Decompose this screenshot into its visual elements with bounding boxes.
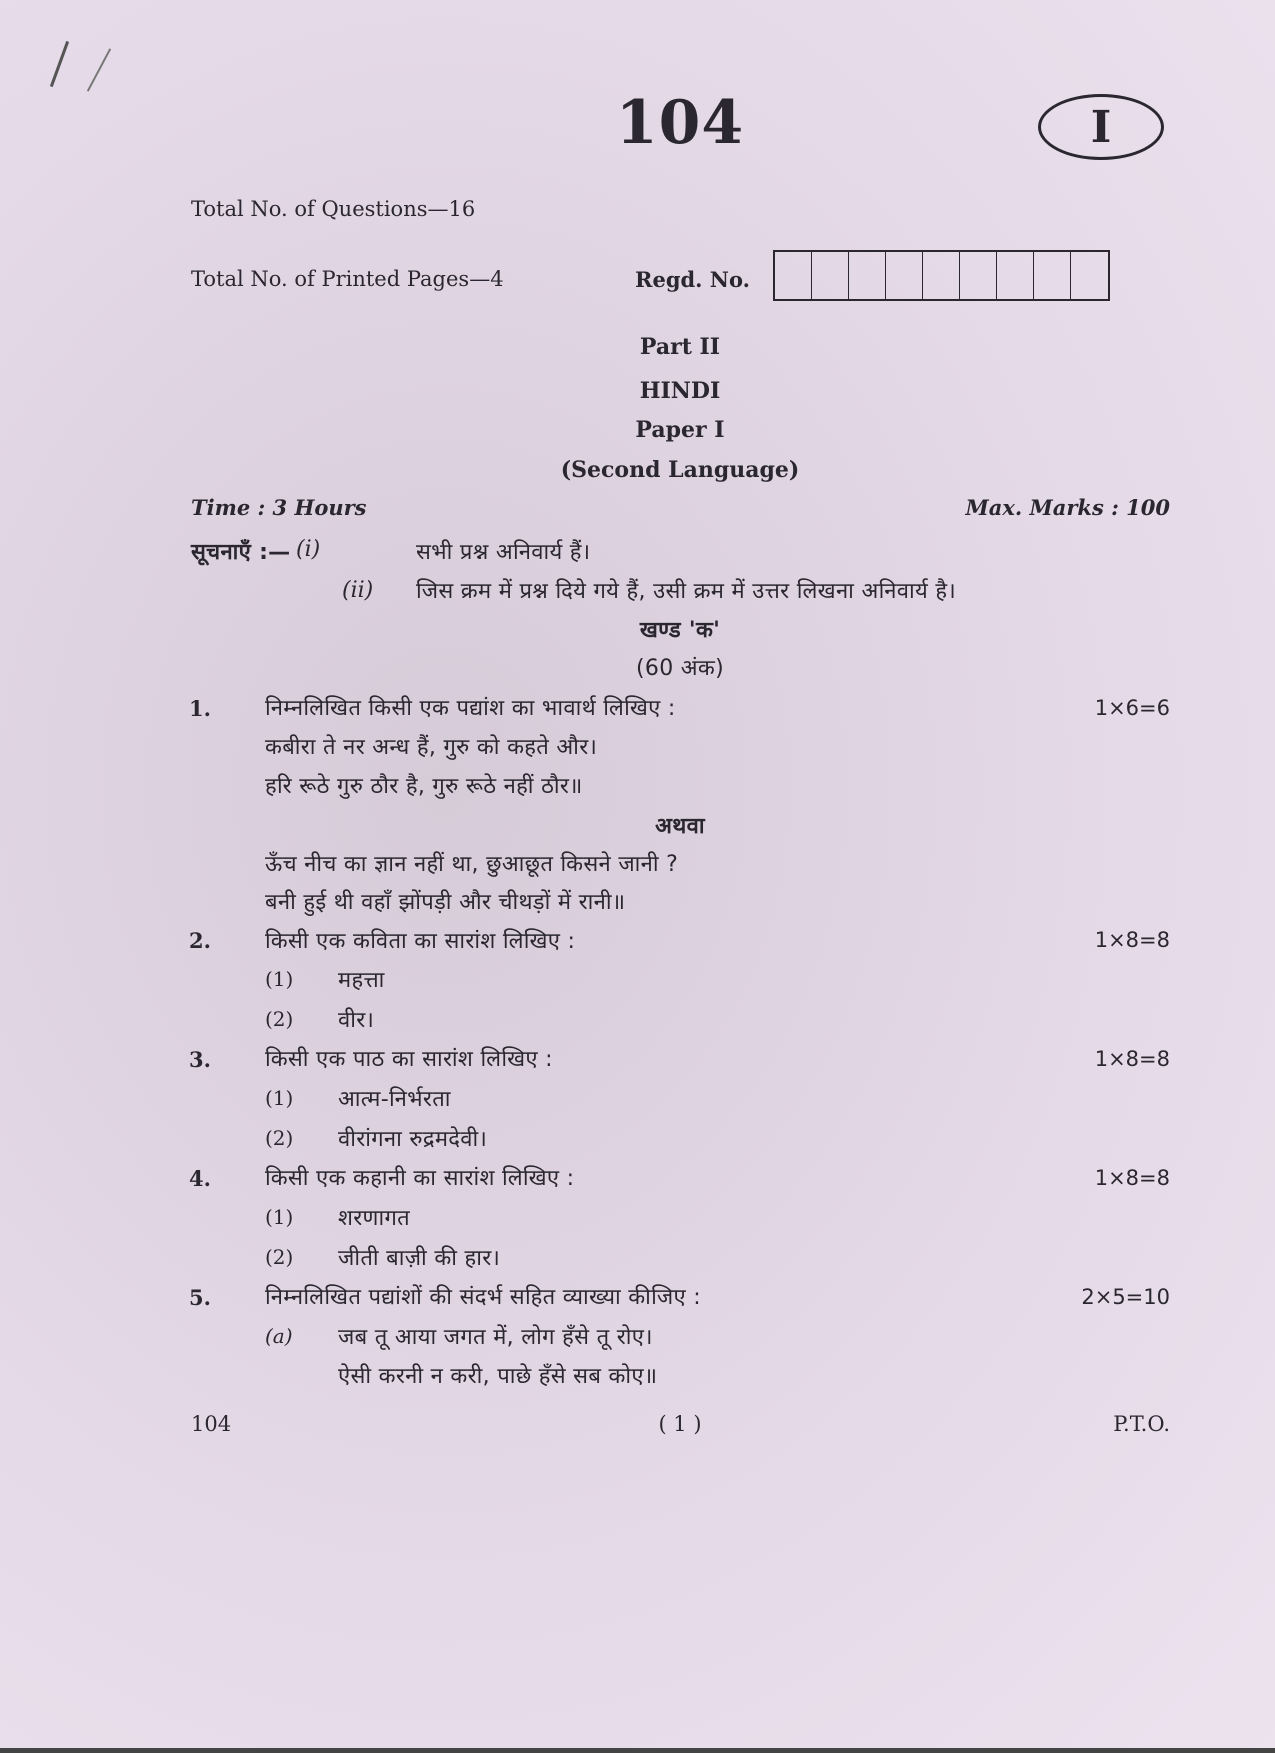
question-number: 3. <box>189 1047 211 1072</box>
time-allowed: Time : 3 Hours <box>191 495 367 520</box>
option-text: आत्म-निर्भरता <box>338 1087 451 1112</box>
regd-digit-box[interactable] <box>1034 252 1071 299</box>
instruction-number: (ii) <box>342 578 374 603</box>
verse-line: ऐसी करनी न करी, पाछे हँसे सब कोए॥ <box>338 1364 658 1389</box>
page-number: ( 1 ) <box>658 1412 702 1436</box>
regd-no-boxes[interactable] <box>773 250 1110 301</box>
paper-code: 104 <box>615 88 745 158</box>
regd-digit-box[interactable] <box>775 252 812 299</box>
verse-line: जब तू आया जगत में, लोग हँसे तू रोए। <box>338 1325 653 1350</box>
option-number: (1) <box>265 1086 294 1110</box>
total-pages: Total No. of Printed Pages—4 <box>191 267 504 291</box>
regd-digit-box[interactable] <box>812 252 849 299</box>
question-text: किसी एक कहानी का सारांश लिखिए : <box>265 1166 575 1191</box>
regd-digit-box[interactable] <box>923 252 960 299</box>
regd-digit-box[interactable] <box>849 252 886 299</box>
option-number: (1) <box>265 1205 294 1229</box>
instructions-heading: सूचनाएँ :— <box>191 540 291 565</box>
question-text: निम्नलिखित पद्यांशों की संदर्भ सहित व्याख्या कीजिए : <box>265 1285 701 1310</box>
or-label: अथवा <box>655 814 705 839</box>
option-text: शरणागत <box>338 1206 410 1231</box>
option-number: (2) <box>265 1007 294 1031</box>
question-marks: 1×6=6 <box>1094 696 1170 720</box>
regd-digit-box[interactable] <box>960 252 997 299</box>
regd-no-label: Regd. No. <box>635 267 750 292</box>
question-number: 1. <box>189 696 211 721</box>
section-marks: (60 अंक) <box>636 656 724 681</box>
question-marks: 1×8=8 <box>1094 1166 1170 1190</box>
pto-label: P.T.O. <box>1113 1412 1170 1436</box>
regd-digit-box[interactable] <box>1071 252 1108 299</box>
instruction-text: सभी प्रश्न अनिवार्य हैं। <box>416 540 591 565</box>
option-text: महत्ता <box>338 968 385 993</box>
question-text: किसी एक पाठ का सारांश लिखिए : <box>265 1047 553 1072</box>
question-number: 4. <box>189 1166 211 1191</box>
footer-code: 104 <box>191 1412 232 1436</box>
option-number: (2) <box>265 1126 294 1150</box>
option-number: (1) <box>265 967 294 991</box>
scan-edge <box>0 1748 1275 1753</box>
option-text: वीर। <box>338 1008 375 1033</box>
language-title: (Second Language) <box>560 457 800 483</box>
question-marks: 1×8=8 <box>1094 1047 1170 1071</box>
option-text: वीरांगना रुद्रमदेवी। <box>338 1127 488 1152</box>
instruction-number: (i) <box>296 537 321 562</box>
max-marks: Max. Marks : 100 <box>965 495 1170 520</box>
paper-title: Paper I <box>635 417 725 443</box>
question-text: निम्नलिखित किसी एक पद्यांश का भावार्थ लिखिए : <box>265 696 676 721</box>
part-title: Part II <box>639 334 721 360</box>
regd-digit-box[interactable] <box>997 252 1034 299</box>
verse-line: ऊँच नीच का ज्ञान नहीं था, छुआछूत किसने जानी ? <box>265 852 679 877</box>
verse-line: कबीरा ते नर अन्ध हैं, गुरु को कहते और। <box>265 735 598 760</box>
verse-line: हरि रूठे गुरु ठौर है, गुरु रूठे नहीं ठौर॥ <box>265 774 583 799</box>
option-text: जीती बाज़ी की हार। <box>338 1246 501 1271</box>
question-number: 2. <box>189 928 211 953</box>
instruction-text: जिस क्रम में प्रश्न दिये गये हैं, उसी क्रम में उत्तर लिखना अनिवार्य है। <box>416 579 956 604</box>
question-number: 5. <box>189 1285 211 1310</box>
sub-question-label: (a) <box>265 1324 293 1348</box>
option-number: (2) <box>265 1245 294 1269</box>
series-badge <box>1038 94 1164 160</box>
question-marks: 2×5=10 <box>1081 1285 1170 1309</box>
regd-digit-box[interactable] <box>886 252 923 299</box>
series-letter: I <box>1090 101 1112 153</box>
subject-title: HINDI <box>639 378 721 404</box>
verse-line: बनी हुई थी वहाँ झोंपड़ी और चीथड़ों में रानी॥ <box>265 890 626 915</box>
question-marks: 1×8=8 <box>1094 928 1170 952</box>
question-text: किसी एक कविता का सारांश लिखिए : <box>265 929 576 954</box>
section-name: खण्ड 'क' <box>639 618 721 643</box>
total-questions: Total No. of Questions—16 <box>191 197 476 221</box>
